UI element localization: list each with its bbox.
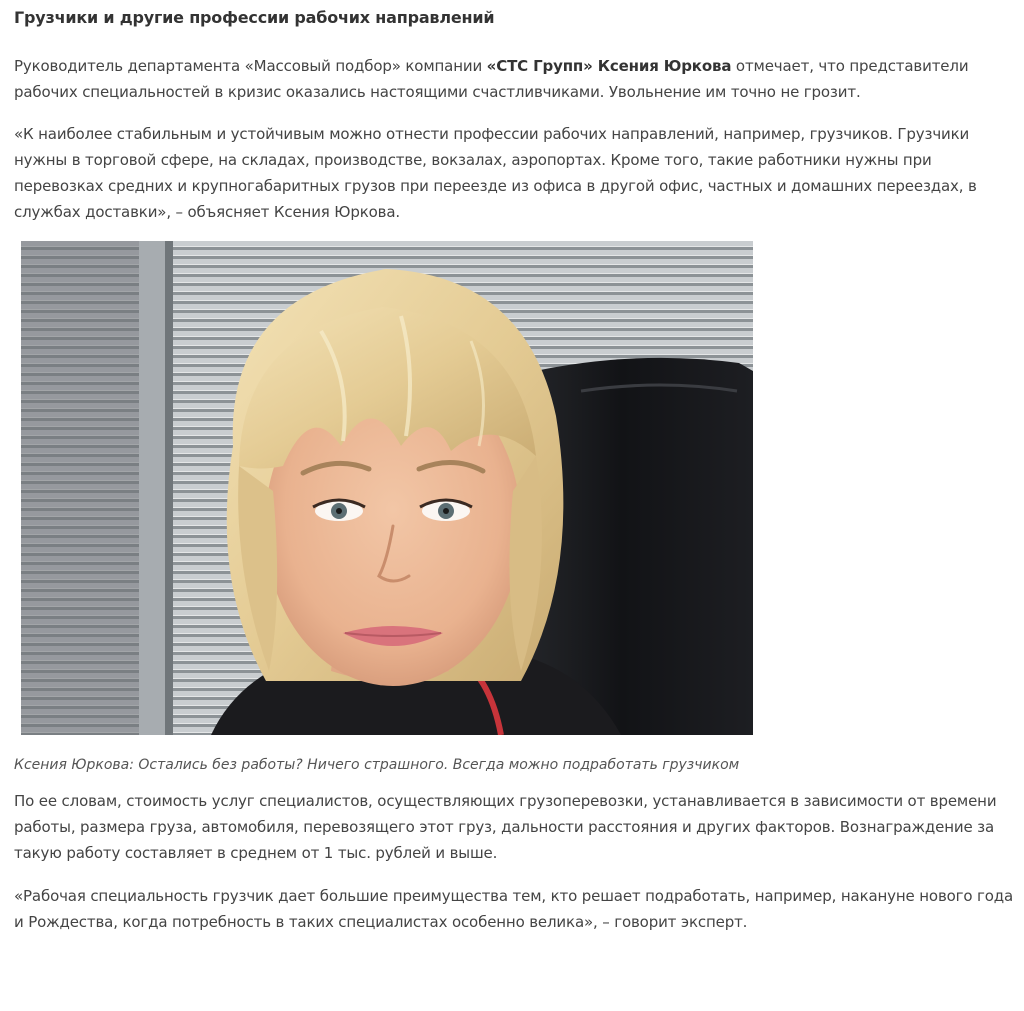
portrait-illustration [21,241,753,735]
window-mullion [139,241,165,735]
intro-text-end: отмечает, что представители рабочих специальностей в кризис оказались настоящими счастливчиками. Увольнение им точно не грозит. [14,57,969,101]
window-mullion-shadow [165,241,173,735]
intro-paragraph [14,53,1020,105]
intro-text-start: Руководитель департамента «Массовый подбор» компании [14,57,487,75]
article [14,6,1020,935]
photo-caption: Ксения Юркова: Остались без работы? Ничего страшного. Всегда можно подработать грузчиком [14,757,740,773]
article-title: Грузчики и другие профессии рабочих направлений [14,8,495,27]
right-pupil [443,508,449,514]
portrait-photo [21,241,753,735]
company-and-person-name: «СТС Групп» Ксения Юркова [486,57,732,75]
cost-paragraph: По ее словам, стоимость услуг специалистов, осуществляющих грузоперевозки, устанавливается в зависимости от времени работы, размера груза, автомобиля, перевозящего этот груз, дальности расстояния и других факторов. Вознаграждение за такую работу составляет в среднем от 1 тыс. рублей и выше. [14,792,997,862]
left-pupil [336,508,342,514]
quote-paragraph: «К наиболее стабильным и устойчивым можно отнести профессии рабочих направлений, например, грузчиков. Грузчики нужны в торговой сфере, на складах, производстве, вокзалах, аэропортах. Кроме того, такие работники нужны при перевозках средних и крупногабаритных грузов при переезде из офиса в другой офис, частных и домашних переездах, в службах доставки», – объясняет Ксения Юркова. [14,125,977,221]
window-frame-left [21,241,139,735]
expert-quote-paragraph: «Рабочая специальность грузчик дает большие преимущества тем, кто решает подработать, например, накануне нового года и Рождества, когда потребность в таких специалистах особенно велика», – говорит эксперт. [14,887,1014,931]
